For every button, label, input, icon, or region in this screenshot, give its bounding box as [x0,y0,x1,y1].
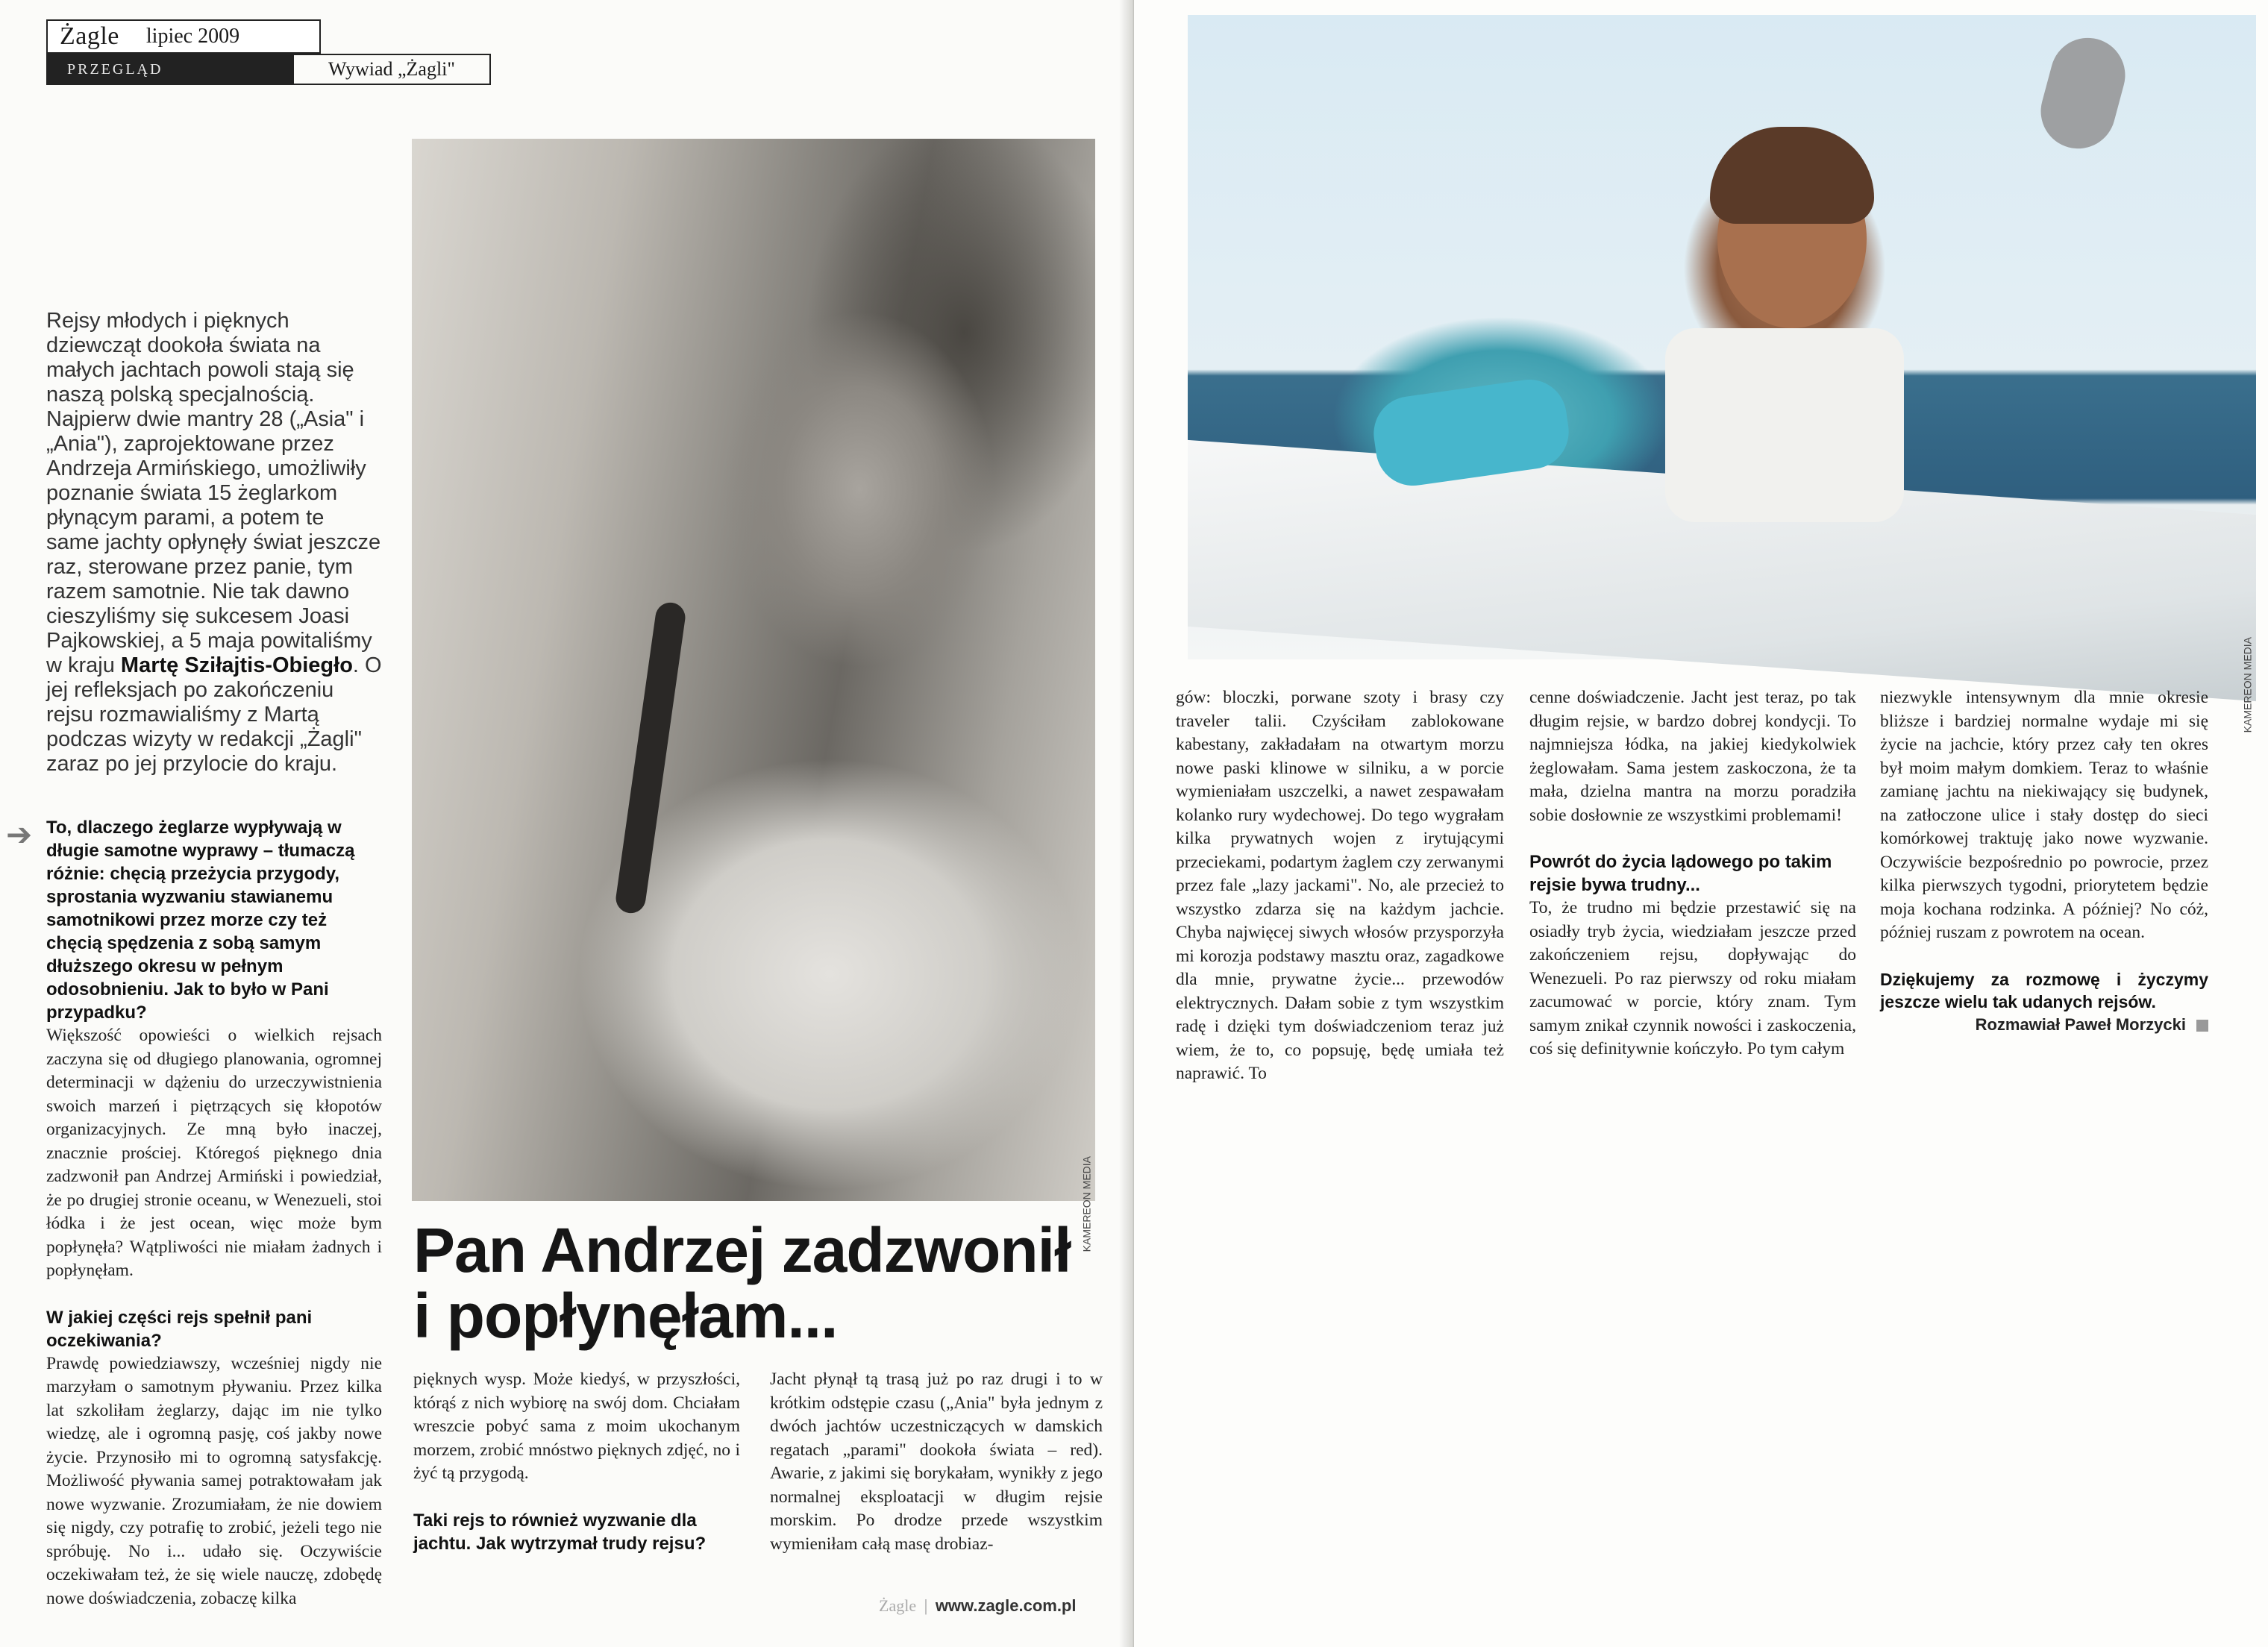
intro-name: Martę Sziłajtis-Obiegło [120,653,353,677]
question-1: To, dlaczego żeglarze wypływają w długie samotne wyprawy – tłumaczą różnie: chęcią przeżycia przygody, sprostania wyzwaniu stawianemu samotnikowi przez morze czy też chęcią spędzenia z sobą samym dłuższego okresu w pełnym odosobnieniu. Jak to było w Pani przypadku? [46,818,355,1023]
page-footer [879,1596,1076,1616]
answer-3-continued: gów: bloczki, porwane szoty i brasy czy traveler talii. Czyściłam zablokowane kabestany, zakładałam na otwartym morzu nowe paski klinowe w silniku, a w porcie wymieniałam uszczelki, a nawet zespawałam kolanko rury wydechowej. Do tego wygrałam kilka prywatnych wojen z irytującymi przeciekami, podartym żaglem czy zerwanymi przez fale „lazy jackami". No, ale przecież to wszystko zdarza się na każdym jachcie. Chyba najwięcej siwych włosów przysporzyła mi korozja podstawy masztu oraz, zagadkowe dla mnie, prywatne życie... przewodów elektrycznych. Dałam sobie z tym wszystkim radę i dzięki tym doświadczeniom teraz już wiem, że to, co popsuję, będę umiała też naprawić. To [1176,688,1504,1083]
section-bar [46,54,491,85]
column-5 [1529,686,1856,1061]
intro-text-after: . O jej refleksjach po zakończeniu rejsu rozmawialiśmy z Martą podczas wizyty w redakcji „Żagli" zaraz po jej przylocie do kraju. [46,653,382,776]
answer-3: Jacht płynął tą trasą już po raz drugi i to w krótkim odstępie czasu („Ania" była jednym z dwóch jachtów uczestniczących w damskich regatach „parami" dookoła świata – red). Awarie, z jakimi się borykałam, wynikły z jego normalnej eksploatacji w długim rejsie morskim. Po drodze przede wszystkim wymieniłam całą masę drobiaz- [770,1370,1103,1554]
intro-lead [46,309,382,777]
headline [413,1217,1115,1349]
answer-4-continued: niezwykle intensywnym dla mnie okresie bliższe i bardziej normalne wydaje mi się życie na jachcie, który przez cały ten okres był moim małym domkiem. Teraz to właśnie zamianę jachtu na niekiwający się budynek, na zatłoczone ulice i stały dostęp do sieci komórkowej traktuję jako nowe wyzwanie. Oczywiście bezpośrednio po powrocie, przez kilka pierwszych tygodni, priorytetem będzie moja kochana rodzinka. A później? No cóż, później ruszam z powrotem na ocean. [1880,688,2208,942]
issue-date: lipiec 2009 [145,25,240,48]
footer-separator: | [924,1596,928,1615]
headline-line-1: Pan Andrzej zadzwonił [413,1215,1071,1285]
headline-line-2: i popłynęłam... [413,1281,838,1351]
intro-text-before: Rejsy młodych i pięknych dziewcząt dookoła świata na małych jachtach powoli stają się naszą polską specjalnością. Najpierw dwie mantry 28 („Asia" i „Ania"), zaprojektowane przez Andrzeja Armińskiego, umożliwiły poznanie świata 15 żeglarkom płynącym parami, a potem te same jachty opłynęły świat jeszcze raz, sterowane przez panie, tym razem samotnie. Nie tak dawno cieszyliśmy się sukcesem Joasi Pajkowskiej, a 5 maja powitaliśmy w kraju [46,309,381,677]
question-4: Powrót do życia lądowego po takim rejsie bywa trudny... [1529,852,1832,895]
section-tag: Wywiad „Żagli" [328,58,456,80]
photo-credit-2: KAMEREON MEDIA [2241,637,2253,733]
answer-1: Większość opowieści o wielkich rejsach zaczyna się od długiego planowania, ogromnej determinacji w dążeniu do urzeczywistnienia swoich marzeń i piętrzących się kłopotów organizacyjnych. Ze mną było inaczej, znacznie prościej. Któregoś pięknego dnia zadzwonił pan Andrzej Armiński i powiedział, że po drugiej stronie oceanu, w Wenezueli, stoi łódka i że jest ocean, więc może bym popłynęła? Wątpliwości nie miałam żadnych i popłynęłam. [46,1026,382,1280]
left-page [0,0,1133,1647]
answer-3-end: cenne doświadczenie. Jacht jest teraz, po tak długim rejsie, w bardzo dobrej kondycji. To najmniejsza łódka, na jakiej kiedykolwiek żeglowałam. Sama jestem zaskoczona, że ta mała, dzielna mantra na morzu poradziła sobie dosłownie ze wszystkimi problemami! [1529,688,1856,825]
question-2: W jakiej części rejs spełnił pani oczekiwania? [46,1307,313,1351]
right-page [1134,0,2268,1647]
column-1 [46,816,382,1610]
column-6 [1880,686,2208,1036]
footer-url[interactable]: www.zagle.com.pl [935,1596,1077,1615]
magazine-name: Żagle [60,22,119,50]
end-mark-icon [2196,1020,2208,1032]
column-4 [1176,686,1504,1086]
answer-2: Prawdę powiedziawszy, wcześniej nigdy nie marzyłam o samotnym pływaniu. Przez kilka lat szkoliłam żeglarzy, dając im nie tylko wiedzę, ale i ogromną pasję, coś jakby nowe życie. Przynosiło mi to ogromną satysfakcję. Możliwość pływania samej potraktowałam jak nowe wyzwanie. Zrozumiałam, że nie dowiem się nigdy, czy potrafię to zrobić, jeżeli tego nie spróbuję. No i... udało się. Oczywiście oczekiwałam też, że się wiele nauczę, zdobędę nowe doświadczenia, zobaczę kilka [46,1353,382,1608]
signoff: Dziękujemy za rozmowę i życzymy jeszcze wielu tak udanych rejsów. [1880,969,2208,1011]
column-2 [413,1368,740,1555]
footer-magazine: Żagle [879,1596,917,1615]
interviewer-name: Rozmawiał Paweł Morzycki [1975,1014,2186,1034]
column-3 [770,1368,1103,1556]
answer-2-continued: pięknych wysp. Może kiedyś, w przyszłości, którąś z nich wybiorę na swój dom. Chciałam wreszcie pobyć sama z moim ukochanym morzem, zrobić mnóstwo pięknych zdjęć, no i żyć tą przygodą. [413,1370,740,1483]
interviewer [1880,1013,2208,1037]
deck-photo [1188,15,2256,733]
answer-4: To, że trudno mi będzie przestawić się na osiadły tryb życia, wiedziałam jeszcze przed zakończeniem rejsu, dopływając do Wenezueli. Po raz pierwszy od roku miałam zacumować w porcie, który znam. Tym samym znikał czynnik nowości i zaskoczenia, coś się definitywnie kończyło. Po tym całym [1529,898,1856,1058]
section-label: PRZEGLĄD [48,55,294,84]
header-box [46,19,321,54]
question-3: Taki rejs to również wyzwanie dla jachtu. Jak wytrzymał trudy rejsu? [413,1510,707,1554]
photo-credit: KAMEREON MEDIA [1080,1156,1092,1252]
arrow-icon: ➔ [6,816,33,853]
